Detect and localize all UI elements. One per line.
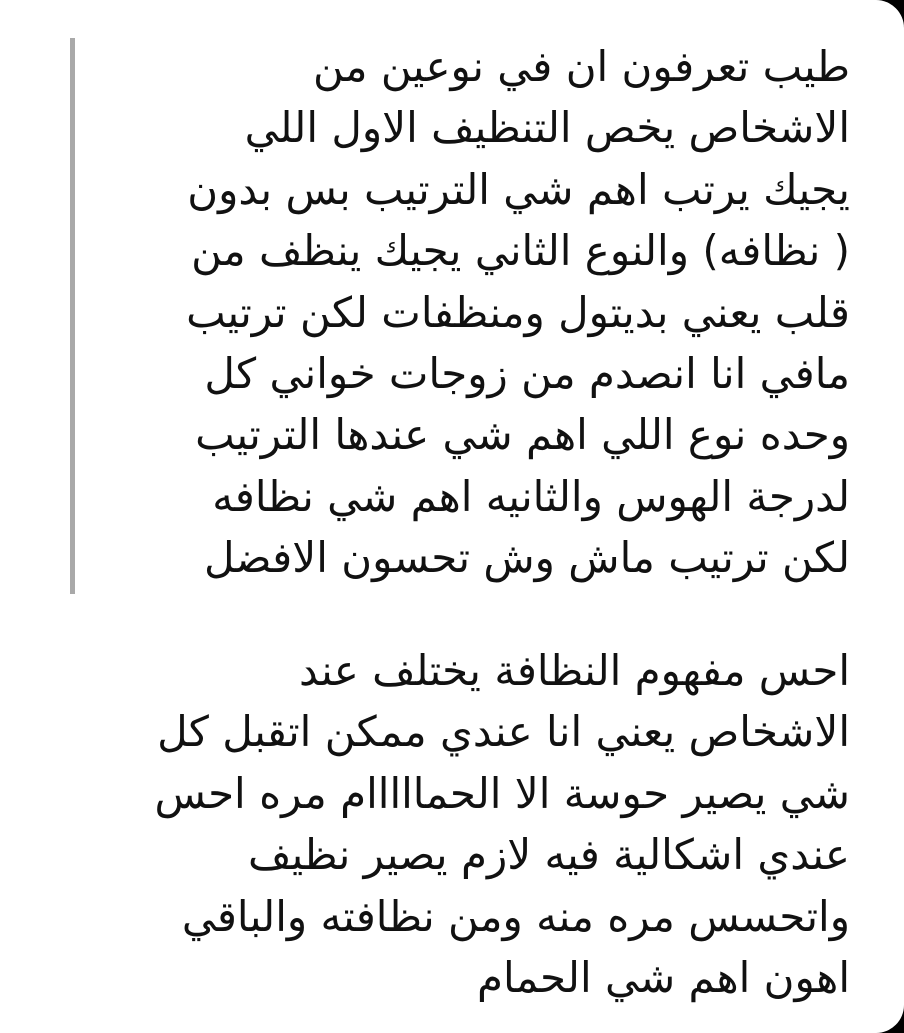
reply-line: واتحسس مره منه ومن نظافته والباقي (181, 891, 850, 941)
quote-line: مافي انا انصدم من زوجات خواني كل (204, 349, 850, 399)
reply-text (60, 640, 850, 1008)
reply-line: عندي اشكالية فيه لازم يصير نظيف (247, 830, 850, 880)
quote-line: لكن ترتيب ماش وش تحسون الافضل (203, 533, 850, 583)
quoted-post-text (95, 36, 850, 589)
reply-line: الاشخاص يعني انا عندي ممكن اتقبل كل (157, 707, 850, 757)
quote-line: الاشخاص يخص التنظيف الاول اللي (244, 103, 850, 153)
reply-line: اهون اهم شي الحمام (476, 953, 850, 1003)
quote-line: قلب يعني بديتول ومنظفات لكن ترتيب (186, 287, 850, 337)
reply-line: شي يصير حوسة الا الحمااااام مره احس (154, 768, 850, 818)
quote-bar (70, 38, 75, 594)
reply-line: احس مفهوم النظافة يختلف عند (298, 646, 850, 695)
quote-line: وحده نوع اللي اهم شي عندها الترتيب (195, 410, 850, 460)
quote-line: ( نظافه) والنوع الثاني يجيك ينظف من (191, 226, 850, 276)
quote-line: لدرجة الهوس والثانيه اهم شي نظافه (212, 471, 850, 521)
quote-line: يجيك يرتب اهم شي الترتيب بس بدون (187, 164, 850, 214)
quote-line: طيب تعرفون ان في نوعين من (313, 42, 850, 91)
